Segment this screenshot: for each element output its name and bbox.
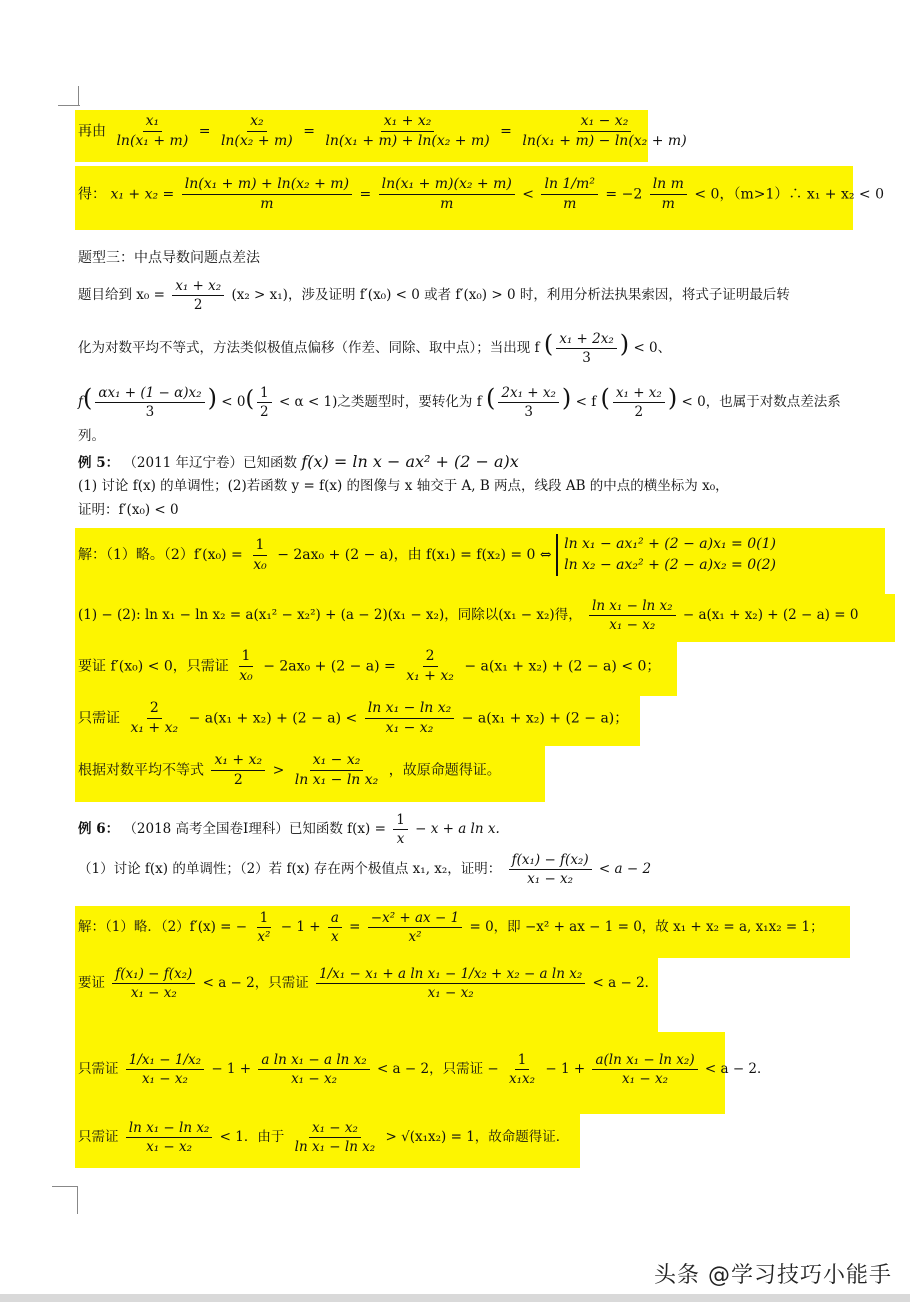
type3-p3: f( $\frac{\text{αx₁ + (1 − α)x₂}}{3}$ ) < 0( $\frac{1}{2}$ < α < 1)之类题型时，要转化为 f ( $\frac{\text{2x₁ + x₂}}{3}$ ) < f ( $\frac{\text{x₁ + x₂}}{2}$ ) < 0，也属于对数点差法系	[78, 384, 841, 420]
solution6-line2: 要证 $\frac{\text{f(x₁) − f(x₂)}}{\text{x₁ − x₂}}$ < a − 2，只需证 $\frac{\text{1/x₁ − x₁ + a ln x₁ − 1/x₂ + x₂ − a ln x₂}}{\text{x₁ − x₂}}$ < a − 2．	[78, 966, 659, 1002]
solution6-line1: 解：（1）略．（2）f′(x) = − $\frac{1}{\text{x²}}$ − 1 + $\frac{a}{x}$ = $\frac{\text{−x² + ax − 1}}{\text{x²}}$ = 0，即 −x² + ax − 1 = 0，故 x₁ + x₂ = a, x₁x₂ = 1；	[78, 910, 824, 946]
type3-p2: 化为对数平均不等式，方法类似极值点偏移（作差、同除、取中点）；当出现 f ( $\frac{\text{x₁ + 2x₂}}{3}$ ) < 0、	[78, 330, 672, 366]
block1-line1: 再由 $\frac{\text{x₁}}{\text{ln(x₁ + m)}}$ = $\frac{\text{x₂}}{\text{ln(x₂ + m)}}$ = $\frac{\text{x₁ + x₂}}{\text{ln(x₁ + m) + ln(x₂ + m)}}$ = $\frac{\text{x₁ − x₂}}{\text{ln(x₁ + m) − ln(x₂ + m)}}$	[78, 113, 687, 149]
type3-p1: 题目给到 x₀ = $\frac{\text{x₁ + x₂}}{2}$ (x₂ > x₁)，涉及证明 f′(x₀) < 0 或者 f′(x₀) > 0 时，利用分析法执果索因，将式子证明最后转	[78, 278, 790, 314]
solution5-line1: 解：（1）略。（2）f′(x₀) = $\frac{1}{\text{x₀}}$ − 2ax₀ + (2 − a)，由 f(x₁) = f(x₂) = 0 ⇔ ln x₁ − ax₁² + (2 − a)x₁ = 0(1) ln x₂ − ax₂² + (2 − a)x₂ = 0(2)	[78, 534, 776, 576]
solution6-line4: 只需证 $\frac{\text{ln x₁ − ln x₂}}{\text{x₁ − x₂}}$ < 1．由于 $\frac{\text{x₁ − x₂}}{\text{ln x₁ − ln x₂}}$ > √(x₁x₂) = 1，故命题得证．	[78, 1120, 570, 1156]
example5-prove: 证明：f′(x₀) < 0	[78, 502, 179, 518]
solution5-line2: (1) − (2): ln x₁ − ln x₂ = a(x₁² − x₂²) + (a − 2)(x₁ − x₂)，同除以(x₁ − x₂)得， $\frac{\text{ln x₁ − ln x₂}}{\text{x₁ − x₂}}$ − a(x₁ + x₂) + (2 − a) = 0	[78, 598, 859, 634]
example6-statement: 例 6： （2018 高考全国卷Ⅰ理科）已知函数 f(x) = $\frac{1}{x}$ − x + a ln x.	[78, 812, 500, 848]
watermark: 头条 @学习技巧小能手	[654, 1263, 892, 1288]
example6-question: （1）讨论 f(x) 的单调性；（2）若 f(x) 存在两个极值点 x₁, x₂，证明： $\frac{\text{f(x₁) − f(x₂)}}{\text{x₁ − x₂}}$ < a − 2	[78, 852, 652, 888]
solution5-line4: 只需证 $\frac{2}{\text{x₁ + x₂}}$ − a(x₁ + x₂) + (2 − a) < $\frac{\text{ln x₁ − ln x₂}}{\text{x₁ − x₂}}$ − a(x₁ + x₂) + (2 − a)；	[78, 700, 629, 736]
type3-p4: 列。	[78, 428, 105, 444]
example5-question: (1) 讨论 f(x) 的单调性；(2)若函数 y = f(x) 的图像与 x 轴交于 A, B 两点，线段 AB 的中点的横坐标为 x₀，	[78, 478, 729, 494]
crop-mark-bottom-h	[52, 1186, 78, 1187]
solution6-line3: 只需证 $\frac{\text{1/x₁ − 1/x₂}}{\text{x₁ − x₂}}$ − 1 + $\frac{\text{a ln x₁ − a ln x₂}}{\text{x₁ − x₂}}$ < a − 2，只需证 − $\frac{1}{\text{x₁x₂}}$ − 1 + $\frac{\text{a(ln x₁ − ln x₂)}}{\text{x₁ − x₂}}$ < a − 2．	[78, 1052, 771, 1088]
example5-statement: 例 5： （2011 年辽宁卷）已知函数 f(x) = ln x − ax² + (2 − a)x	[78, 452, 519, 471]
crop-mark-top-v	[78, 86, 79, 106]
type3-title: 题型三：中点导数问题点差法	[78, 250, 260, 266]
solution5-line5: 根据对数平均不等式 $\frac{\text{x₁ + x₂}}{2}$ > $\frac{\text{x₁ − x₂}}{\text{ln x₁ − ln x₂}}$ ，故原命题得证。	[78, 752, 501, 788]
crop-mark-bottom-v	[77, 1186, 78, 1214]
crop-mark-top-h	[58, 105, 80, 106]
bottom-bar	[0, 1294, 910, 1302]
block1-line2: 得： x₁ + x₂ = $\frac{\text{ln(x₁ + m) + ln(x₂ + m)}}{m}$ = $\frac{\text{ln(x₁ + m)(x₂ + m)}}{m}$ < $\frac{\text{ln 1/m²}}{m}$ = −2 $\frac{\text{ln m}}{m}$ < 0，（m>1）∴ x₁ + x₂ < 0	[78, 176, 885, 212]
solution5-line3: 要证 f′(x₀) < 0，只需证 $\frac{1}{\text{x₀}}$ − 2ax₀ + (2 − a) = $\frac{2}{\text{x₁ + x₂}}$ − a(x₁ + x₂) + (2 − a) < 0；	[78, 648, 661, 684]
